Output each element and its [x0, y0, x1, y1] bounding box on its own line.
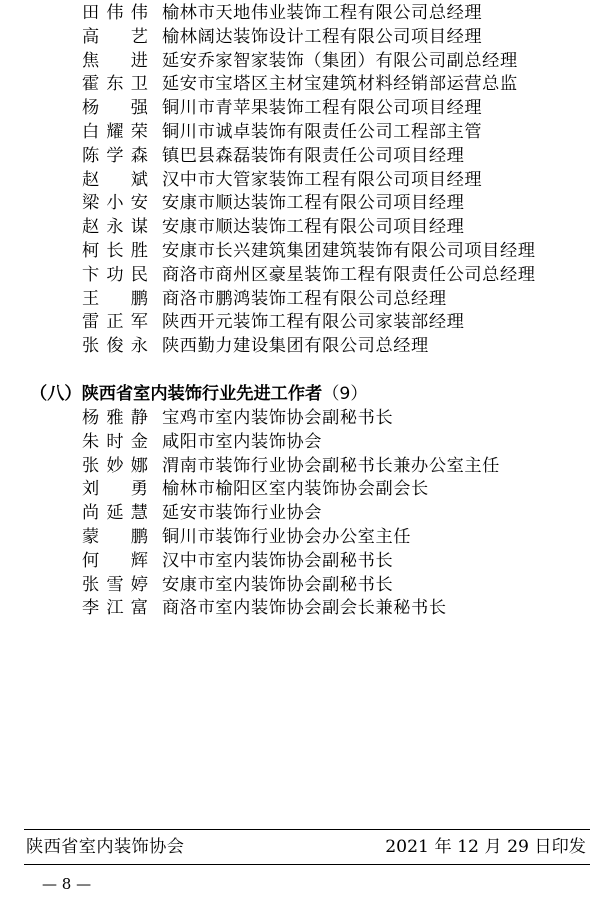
list-item [0, 335, 600, 359]
organization-title: 安康市长兴建筑集团建筑装饰有限公司项目经理 [162, 240, 536, 261]
organization-title: 咸阳市室内装饰协会 [162, 431, 323, 452]
list-item [0, 73, 600, 97]
person-name: 蒙 鹏 [82, 526, 148, 547]
organization-title: 延安市装饰行业协会 [162, 503, 323, 524]
list-item [0, 407, 600, 431]
list-item [0, 216, 600, 240]
person-name: 尚延慧 [82, 503, 148, 524]
list-item [0, 2, 600, 26]
issuer-name: 陕西省室内装饰协会 [26, 837, 185, 857]
list-item [0, 526, 600, 550]
list-item [0, 26, 600, 50]
person-name: 梁小安 [82, 193, 148, 214]
organization-title: 汉中市大管家装饰工程有限公司项目经理 [162, 169, 483, 190]
list-item [0, 597, 600, 621]
list-item [0, 502, 600, 526]
person-name: 何 辉 [82, 550, 148, 571]
organization-title: 安康市室内装饰协会副秘书长 [162, 574, 394, 595]
organization-title: 镇巴县森磊装饰有限责任公司项目经理 [162, 145, 465, 166]
issue-date: 2021 年 12 月 29 日印发 [385, 837, 586, 857]
organization-title: 安康市顺达装饰工程有限公司项目经理 [162, 193, 465, 214]
organization-title: 榆林阔达装饰设计工程有限公司项目经理 [162, 26, 483, 47]
organization-title: 榆林市天地伟业装饰工程有限公司总经理 [162, 3, 483, 23]
person-name: 田伟伟 [82, 3, 148, 23]
organization-title: 延安市宝塔区主材宝建筑材料经销部运营总监 [162, 74, 518, 95]
person-name: 赵 斌 [82, 169, 148, 190]
person-name: 卞功民 [82, 264, 148, 285]
organization-title: 渭南市装饰行业协会副秘书长兼办公室主任 [162, 455, 500, 476]
section-heading-title: （八）陕西省室内装饰行业先进工作者 [30, 384, 323, 404]
list-item [0, 455, 600, 479]
person-name: 王 鹏 [82, 288, 148, 309]
organization-title: 商洛市鹏鸿装饰工程有限公司总经理 [162, 288, 447, 309]
person-name: 赵永谋 [82, 217, 148, 238]
list-item [0, 311, 600, 335]
list-item [0, 478, 600, 502]
organization-title: 铜川市诚卓装饰有限责任公司工程部主管 [162, 121, 483, 142]
list-item [0, 550, 600, 574]
person-name: 雷正军 [82, 312, 148, 333]
organization-title: 安康市顺达装饰工程有限公司项目经理 [162, 217, 465, 238]
honoree-list-continued [0, 2, 600, 359]
list-item [0, 50, 600, 74]
person-name: 张妙娜 [82, 455, 148, 476]
organization-title: 商洛市商州区豪星装饰工程有限责任公司总经理 [162, 264, 536, 285]
person-name: 张俊永 [82, 336, 148, 357]
list-item [0, 288, 600, 312]
list-item [0, 145, 600, 169]
list-item [0, 264, 600, 288]
footer-top-rule [24, 829, 590, 830]
person-name: 杨 强 [82, 98, 148, 119]
organization-title: 陕西开元装饰工程有限公司家装部经理 [162, 312, 465, 333]
person-name: 张雪婷 [82, 574, 148, 595]
organization-title: 铜川市青苹果装饰工程有限公司项目经理 [162, 98, 483, 119]
organization-title: 延安乔家智家装饰（集团）有限公司副总经理 [162, 50, 518, 71]
section-heading-count: （9） [322, 384, 368, 404]
list-item [0, 574, 600, 598]
organization-title: 宝鸡市室内装饰协会副秘书长 [162, 408, 394, 428]
list-item [0, 121, 600, 145]
person-name: 刘 勇 [82, 479, 148, 500]
organization-title: 商洛市室内装饰协会副会长兼秘书长 [162, 598, 447, 619]
page-number: — 8 — [42, 875, 92, 893]
person-name: 白耀荣 [82, 121, 148, 142]
list-item [0, 431, 600, 455]
organization-title: 汉中市室内装饰协会副秘书长 [162, 550, 394, 571]
person-name: 霍东卫 [82, 74, 148, 95]
list-item [0, 240, 600, 264]
section-heading [30, 382, 368, 406]
list-item [0, 192, 600, 216]
organization-title: 陕西勤力建设集团有限公司总经理 [162, 336, 429, 357]
organization-title: 榆林市榆阳区室内装饰协会副会长 [162, 479, 429, 500]
person-name: 焦 进 [82, 50, 148, 71]
list-item [0, 169, 600, 193]
person-name: 朱时金 [82, 431, 148, 452]
footer-bottom-rule [24, 864, 590, 865]
person-name: 柯长胜 [82, 240, 148, 261]
person-name: 杨雅静 [82, 408, 148, 428]
person-name: 高 艺 [82, 26, 148, 47]
advanced-worker-list [0, 407, 600, 621]
person-name: 陈学森 [82, 145, 148, 166]
list-item [0, 97, 600, 121]
person-name: 李江富 [82, 598, 148, 619]
organization-title: 铜川市装饰行业协会办公室主任 [162, 526, 412, 547]
